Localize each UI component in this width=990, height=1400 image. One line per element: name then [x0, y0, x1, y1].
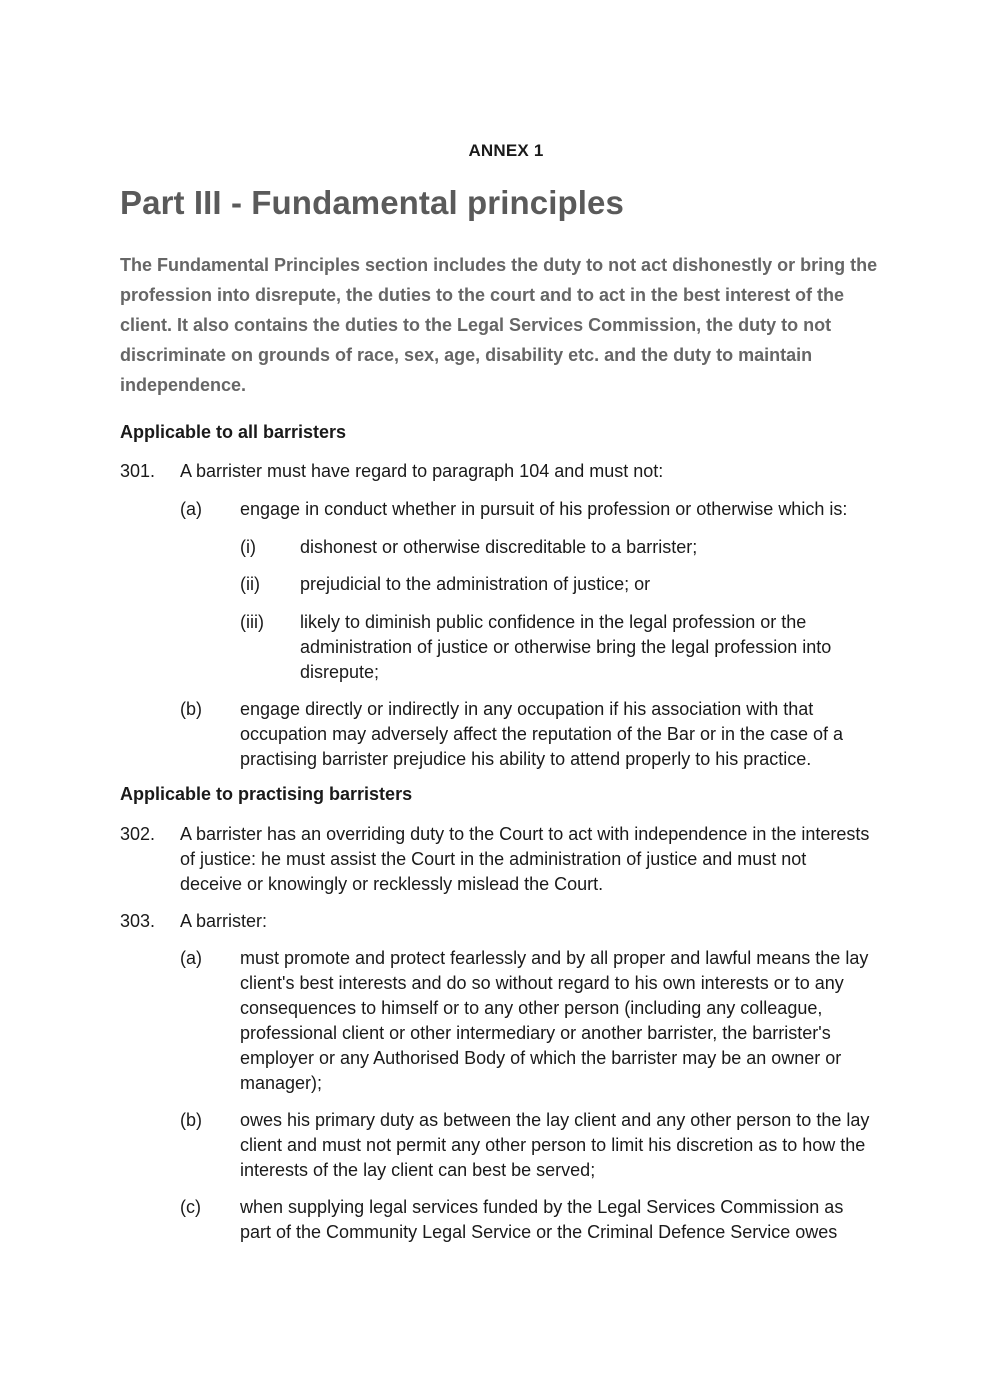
paragraph-number-302: 302. [120, 824, 156, 844]
subitem-text-301-a-i: dishonest or otherwise discreditable to a barrister; [300, 537, 698, 557]
paragraph-text-302: A barrister has an overriding duty to the Court to act with independence in the interests of justice: he must assist the Court in the administration of justice and must not deceive or knowingly or recklessly mislead the Court. [180, 824, 870, 894]
section-heading-all-barristers: Applicable to all barristers [120, 422, 347, 442]
subitem-label-301-a-iii: (iii) [240, 612, 264, 632]
item-label-303-c: (c) [180, 1197, 201, 1217]
paragraph-text-303: A barrister: [180, 911, 268, 931]
item-text-301-b: engage directly or indirectly in any occupation if his association with that occupation may adversely affect the reputation of the Bar or in the case of a practising barrister prejudice his ability to attend properly to his practice. [240, 699, 844, 769]
page-title: Part III - Fundamental principles [120, 184, 624, 221]
item-text-303-a: must promote and protect fearlessly and by all proper and lawful means the lay client's best interests and do so without regard to his own interests or to any consequences to himself or to any other person (including any colleague, professional client or other intermediary or another barrister, the barrister's employer or any Authorised Body of which the barrister may be an owner or manager); [240, 948, 869, 1093]
item-text-303-c: when supplying legal services funded by the Legal Services Commission as part of the Community Legal Service or the Criminal Defence Service owes [240, 1197, 844, 1242]
item-label-301-b: (b) [180, 699, 202, 719]
paragraph-number-303: 303. [120, 911, 156, 931]
subitem-text-301-a-iii: likely to diminish public confidence in the legal profession or the administration of justice or otherwise bring the legal profession into disrepute; [300, 612, 832, 682]
subitem-label-301-a-ii: (ii) [240, 574, 260, 594]
intro-summary: The Fundamental Principles section includes the duty to not act dishonestly or bring the profession into disrepute, the duties to the court and to act in the best interest of the client. It also contains the duties to the Legal Services Commission, the duty to not discriminate on grounds of race, sex, age, disability etc. and the duty to maintain independence. [120, 255, 878, 395]
paragraph-number-301: 301. [120, 461, 156, 481]
item-text-303-b: owes his primary duty as between the lay client and any other person to the lay client and must not permit any other person to limit his discretion as to how the interests of the lay client can best be served; [240, 1110, 870, 1180]
item-label-301-a: (a) [180, 499, 202, 519]
paragraph-text-301: A barrister must have regard to paragraph 104 and must not: [180, 461, 664, 481]
section-heading-practising-barristers: Applicable to practising barristers [120, 784, 413, 804]
item-label-303-a: (a) [180, 948, 202, 968]
subitem-text-301-a-ii: prejudicial to the administration of justice; or [300, 574, 651, 594]
item-text-301-a: engage in conduct whether in pursuit of his profession or otherwise which is: [240, 499, 848, 519]
item-label-303-b: (b) [180, 1110, 202, 1130]
subitem-label-301-a-i: (i) [240, 537, 256, 557]
annex-label: ANNEX 1 [468, 141, 544, 160]
